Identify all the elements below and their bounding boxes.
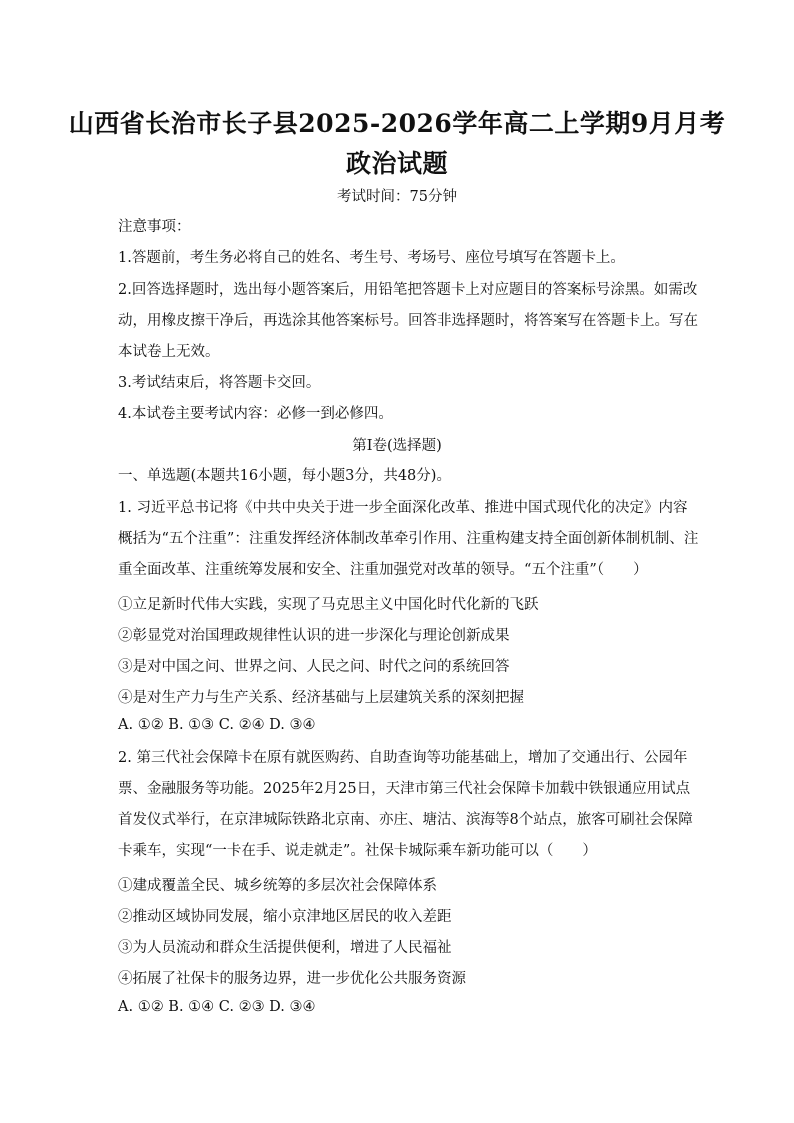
- q1-stem-line1: 1. 习近平总书记将《中共中央关于进一步全面深化改革、推进中国式现代化的决定》内容: [118, 500, 688, 516]
- q2-statement-3: ③为人员流动和群众生活提供便利，增进了人民福祉: [118, 940, 452, 956]
- note-1: 1.答题前，考生务必将自己的姓名、考生号、考场号、座位号填写在答题卡上。: [118, 250, 625, 266]
- q1-statement-2: ②彰显党对治国理政规律性认识的进一步深化与理论创新成果: [118, 628, 510, 644]
- q2-stem-line4: 卡乘车，实现“一卡在手、说走就走”。社保卡城际乘车新功能可以（ ）: [118, 843, 597, 859]
- note-4: 4.本试卷主要考试内容：必修一到必修四。: [118, 406, 393, 422]
- exam-title-line1: 山西省长治市长子县2025-2026学年高二上学期9月月考: [68, 109, 726, 138]
- q2-statement-2: ②推动区域协同发展，缩小京津地区居民的收入差距: [118, 909, 452, 925]
- q2-stem-line3: 首发仪式举行，在京津城际铁路北京南、亦庄、塘沽、滨海等8个站点，旅客可刷社会保障: [118, 812, 693, 828]
- q2-choices: A. ①② B. ①④ C. ②③ D. ③④: [118, 999, 316, 1015]
- exam-title-line2: 政治试题: [345, 149, 448, 178]
- q1-stem-line2: 概括为“五个注重”：注重发挥经济体制改革牵引作用、注重构建支持全面创新体制机制、注: [118, 531, 699, 547]
- volume-heading: 第Ⅰ卷(选择题): [352, 438, 442, 454]
- q1-stem-line3: 重全面改革、注重统筹发展和安全、注重加强党对改革的领导。“五个注重”（ ）: [118, 562, 648, 578]
- q2-stem-line1: 2. 第三代社会保障卡在原有就医购药、自助查询等功能基础上，增加了交通出行、公园年: [118, 750, 688, 766]
- notes-heading: 注意事项：: [118, 219, 191, 235]
- q2-statement-1: ①建成覆盖全民、城乡统筹的多层次社会保障体系: [118, 878, 437, 894]
- note-2-line1: 2.回答选择题时，选出每小题答案后，用铅笔把答题卡上对应题目的答案标号涂黑。如需改: [118, 282, 698, 298]
- part-heading: 一、单选题(本题共16小题，每小题3分，共48分)。: [118, 468, 451, 484]
- note-2-line3: 本试卷上无效。: [118, 344, 220, 360]
- q1-statement-3: ③是对中国之问、世界之问、人民之问、时代之问的系统回答: [118, 659, 510, 675]
- q1-statement-1: ①立足新时代伟大实践，实现了马克思主义中国化时代化新的飞跃: [118, 597, 539, 613]
- q1-statement-4: ④是对生产力与生产关系、经济基础与上层建筑关系的深刻把握: [118, 690, 524, 706]
- exam-time: 考试时间：75分钟: [337, 189, 457, 205]
- q2-stem-line2: 票、金融服务等功能。2025年2月25日，天津市第三代社会保障卡加载中铁银通应用试点: [118, 781, 691, 797]
- note-3: 3.考试结束后，将答题卡交回。: [118, 375, 321, 391]
- q1-choices: A. ①② B. ①③ C. ②④ D. ③④: [118, 717, 316, 733]
- q2-statement-4: ④拓展了社保卡的服务边界，进一步优化公共服务资源: [118, 971, 466, 987]
- note-2-line2: 动，用橡皮擦干净后，再选涂其他答案标号。回答非选择题时，将答案写在答题卡上。写在: [118, 313, 698, 329]
